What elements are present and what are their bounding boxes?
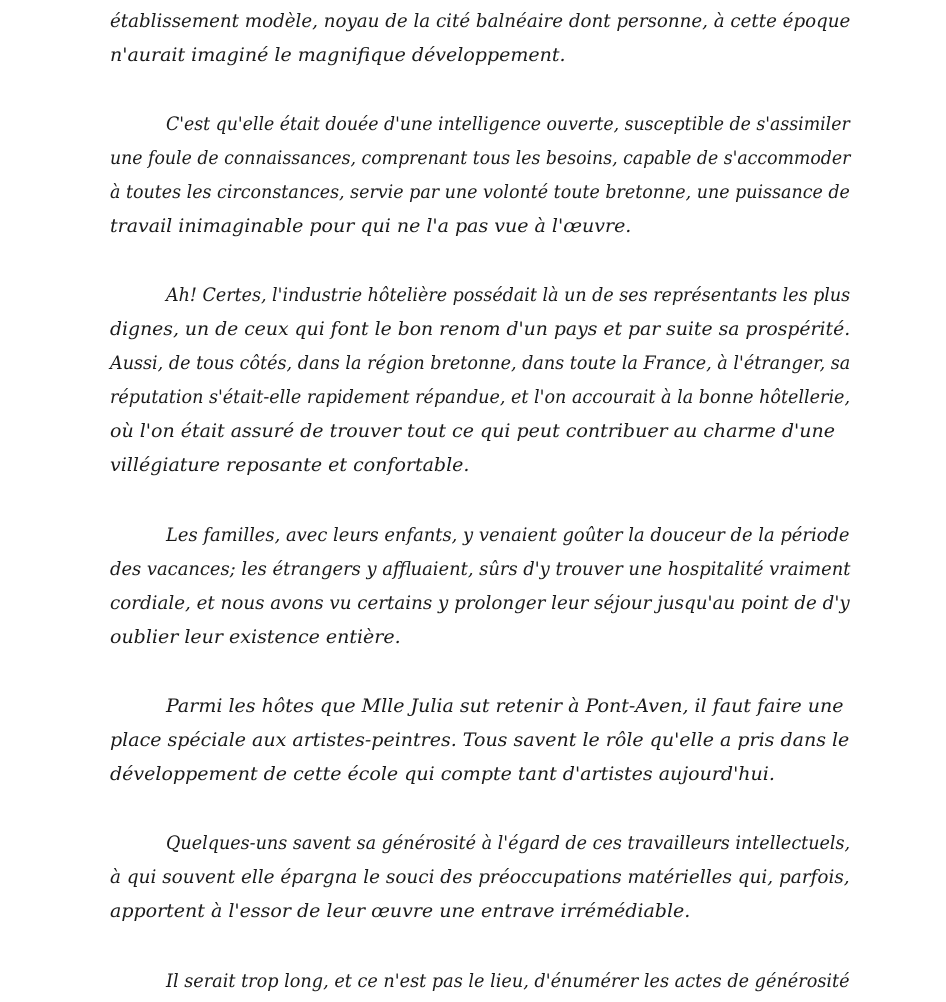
paragraph-5-line-1: Parmi les hôtes que Mlle Julia sut retenir à Pont-Aven, il faut faire une bbox=[166, 695, 844, 717]
paragraph-3-line-3: Aussi, de tous côtés, dans la région bretonne, dans toute la France, à l'étranger, sa bbox=[110, 352, 851, 374]
paragraph-1-line-1: établissement modèle, noyau de la cité balnéaire dont personne, à cette époque bbox=[110, 10, 851, 32]
paragraph-7-line-1: Il serait trop long, et ce n'est pas le lieu, d'énumérer les actes de générosité bbox=[166, 970, 850, 992]
paragraph-2-line-2: une foule de connaissances, comprenant tous les besoins, capable de s'accommoder bbox=[110, 147, 851, 169]
paragraph-6-line-3: apportent à l'essor de leur œuvre une entrave irrémédiable. bbox=[110, 900, 691, 922]
paragraph-5-line-2: place spéciale aux artistes-peintres. Tous savent le rôle qu'elle a pris dans le bbox=[110, 729, 850, 751]
paragraph-4-line-3: cordiale, et nous avons vu certains y prolonger leur séjour jusqu'au point de d'y bbox=[110, 592, 850, 614]
paragraph-4-line-2: des vacances; les étrangers y affluaient, sûrs d'y trouver une hospitalité vraiment bbox=[110, 558, 851, 580]
paragraph-2-line-1: C'est qu'elle était douée d'une intelligence ouverte, susceptible de s'assimiler bbox=[166, 113, 850, 135]
paragraph-4-line-4: oublier leur existence entière. bbox=[110, 626, 401, 648]
paragraph-1-line-2: n'aurait imaginé le magnifique développement. bbox=[110, 44, 566, 66]
paragraph-6-line-2: à qui souvent elle épargna le souci des préoccupations matérielles qui, parfois, bbox=[110, 866, 850, 888]
paragraph-2-line-3: à toutes les circonstances, servie par une volonté toute bretonne, une puissance de bbox=[110, 181, 850, 203]
paragraph-3-line-6: villégiature reposante et confortable. bbox=[110, 454, 470, 476]
paragraph-3-line-2: dignes, un de ceux qui font le bon renom d'un pays et par suite sa prospérité. bbox=[110, 318, 851, 340]
paragraph-3-line-4: réputation s'était-elle rapidement répandue, et l'on accourait à la bonne hôtellerie, bbox=[110, 386, 851, 408]
paragraph-4-line-1: Les familles, avec leurs enfants, y venaient goûter la douceur de la période bbox=[166, 524, 850, 546]
paragraph-5-line-3: développement de cette école qui compte tant d'artistes aujourd'hui. bbox=[110, 763, 775, 785]
paragraph-2-line-4: travail inimaginable pour qui ne l'a pas vue à l'œuvre. bbox=[110, 215, 632, 237]
paragraph-6-line-1: Quelques-uns savent sa générosité à l'égard de ces travailleurs intellectuels, bbox=[166, 832, 851, 854]
paragraph-3-line-5: où l'on était assuré de trouver tout ce qui peut contribuer au charme d'une bbox=[110, 420, 835, 442]
paragraph-3-line-1: Ah! Certes, l'industrie hôtelière possédait là un de ses représentants les plus bbox=[166, 284, 851, 306]
